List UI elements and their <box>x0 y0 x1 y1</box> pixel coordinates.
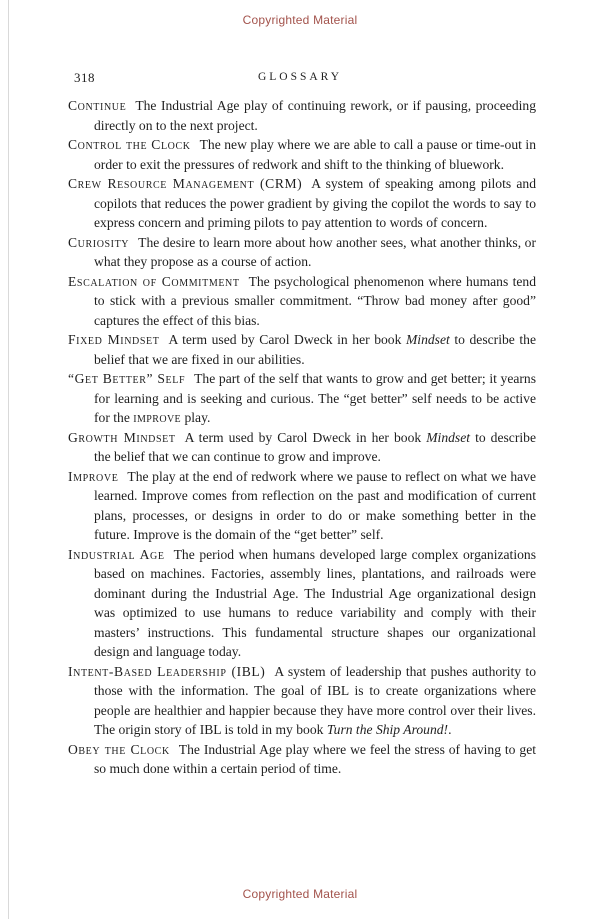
glossary-entries <box>68 96 536 779</box>
glossary-entry <box>68 233 536 272</box>
glossary-entry <box>68 96 536 135</box>
page-header <box>0 70 600 88</box>
entry-term: Crew Resource Management (CRM) <box>68 176 303 191</box>
entry-definition: The desire to learn more about how another sees, what another thinks, or what they propose as a course of action. <box>94 234 536 269</box>
entry-term: Improve <box>68 468 119 484</box>
glossary-entry <box>68 740 536 779</box>
entry-definition: A system of leadership that pushes authority to those with the information. The goal of IBL is to create organizations where people are healthier and happier because they have more control over their lives. The origin story of IBL is told in my book Turn the Ship Around!. <box>94 663 536 737</box>
glossary-entry <box>68 369 536 428</box>
entry-term: Escalation of Commitment <box>68 273 240 289</box>
entry-definition: The psychological phenomenon where humans tend to stick with a previous smaller commitment. “Throw bad money after good” captures the effect of this bias. <box>94 273 536 328</box>
entry-definition: The play at the end of redwork where we pause to reflect on what we have learned. Improve comes from reflection on the past and modification of current plans, processes, or designs in order to do or make something better in the future. Improve is the domain of the “get better” self. <box>94 468 536 542</box>
entry-term: Growth Mindset <box>68 429 176 445</box>
entry-term: “Get Better” Self <box>68 371 186 386</box>
glossary-entry <box>68 174 536 233</box>
glossary-entry <box>68 662 536 740</box>
running-head: GLOSSARY <box>257 71 343 83</box>
glossary-entry <box>68 330 536 369</box>
entry-definition: The part of the self that wants to grow and get better; it yearns for learning and is seeking and curious. The “get better” self needs to be active for the improve play. <box>94 371 537 425</box>
entry-term: Continue <box>68 98 127 113</box>
page-edge-line <box>8 0 9 919</box>
glossary-entry <box>68 428 536 467</box>
entry-term: Intent-Based Leadership (IBL) <box>68 663 266 679</box>
entry-term: Fixed Mindset <box>68 332 160 347</box>
entry-term: Industrial Age <box>68 546 165 562</box>
entry-definition: The Industrial Age play of continuing rework, or if pausing, proceeding directly on to the next project. <box>94 98 536 133</box>
entry-definition: A term used by Carol Dweck in her book Mindset to describe the belief that we are fixed in our abilities. <box>94 332 536 367</box>
entry-term: Control the Clock <box>68 137 191 152</box>
glossary-entry <box>68 467 536 545</box>
entry-term: Curiosity <box>68 234 130 250</box>
glossary-entry <box>68 545 536 662</box>
entry-definition: The Industrial Age play where we feel the stress of having to get so much done within a certain period of time. <box>94 741 537 776</box>
entry-term: Obey the Clock <box>68 741 170 757</box>
entry-definition: A system of speaking among pilots and copilots that reduces the power gradient by giving the copilot the words to say to express concern and priming pilots to pay attention to words of concern. <box>94 176 536 230</box>
entry-definition: A term used by Carol Dweck in her book Mindset to describe the belief that we can continue to grow and improve. <box>94 429 536 464</box>
entry-definition: The new play where we are able to call a pause or time-out in order to exit the pressures of redwork and shift to the thinking of bluework. <box>94 137 536 172</box>
page-number: 318 <box>74 70 95 85</box>
copyright-notice-bottom: Copyrighted Material <box>242 887 358 901</box>
entry-definition: The period when humans developed large complex organizations based on machines. Factories, assembly lines, plantations, and railroads were dominant during the Industrial Age. The Industrial Age organizational design was optimized to use humans to reduce variability and comply with their masters’ instructions. This fundamental structure shapes our organizational design and language today. <box>94 546 536 659</box>
glossary-entry <box>68 272 536 331</box>
copyright-notice-top: Copyrighted Material <box>242 13 358 27</box>
glossary-entry <box>68 135 536 174</box>
